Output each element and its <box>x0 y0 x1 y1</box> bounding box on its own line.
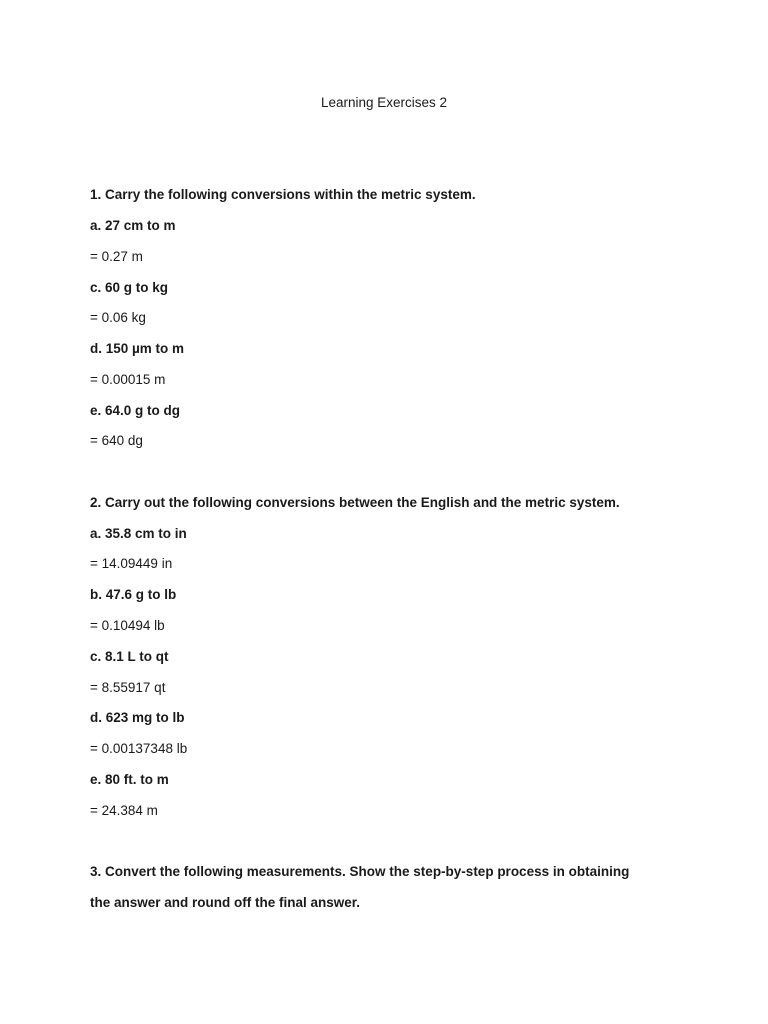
section-3-heading-line-1: 3. Convert the following measurements. Show the step-by-step process in obtaining <box>90 864 630 879</box>
section-2-question-d: d. 623 mg to lb <box>90 710 185 725</box>
section-1-question-a: a. 27 cm to m <box>90 218 176 233</box>
section-2-heading: 2. Carry out the following conversions between the English and the metric system. <box>90 495 620 510</box>
section-2-question-a: a. 35.8 cm to in <box>90 526 187 541</box>
section-1-answer-c: = 0.06 kg <box>90 310 146 325</box>
section-3-heading-line-2: the answer and round off the final answer. <box>90 895 361 910</box>
section-2-answer-d: = 0.00137348 lb <box>90 741 188 756</box>
section-2-question-c: c. 8.1 L to qt <box>90 649 169 664</box>
section-1-heading: 1. Carry the following conversions within the metric system. <box>90 187 476 202</box>
section-1-answer-e: = 640 dg <box>90 433 143 448</box>
section-2-answer-c: = 8.55917 qt <box>90 680 166 695</box>
section-2-answer-e: = 24.384 m <box>90 803 158 818</box>
section-1-question-e: e. 64.0 g to dg <box>90 403 181 418</box>
page-title: Learning Exercises 2 <box>320 95 448 110</box>
section-2-answer-a: = 14.09449 in <box>90 556 173 571</box>
section-2-question-b: b. 47.6 g to lb <box>90 587 177 602</box>
section-1-answer-a: = 0.27 m <box>90 249 143 264</box>
section-1-answer-d: = 0.00015 m <box>90 372 166 387</box>
section-1-question-c: c. 60 g to kg <box>90 280 169 295</box>
section-2-question-e: e. 80 ft. to m <box>90 772 169 787</box>
section-2-answer-b: = 0.10494 lb <box>90 618 165 633</box>
section-1-question-d: d. 150 µm to m <box>90 341 185 356</box>
